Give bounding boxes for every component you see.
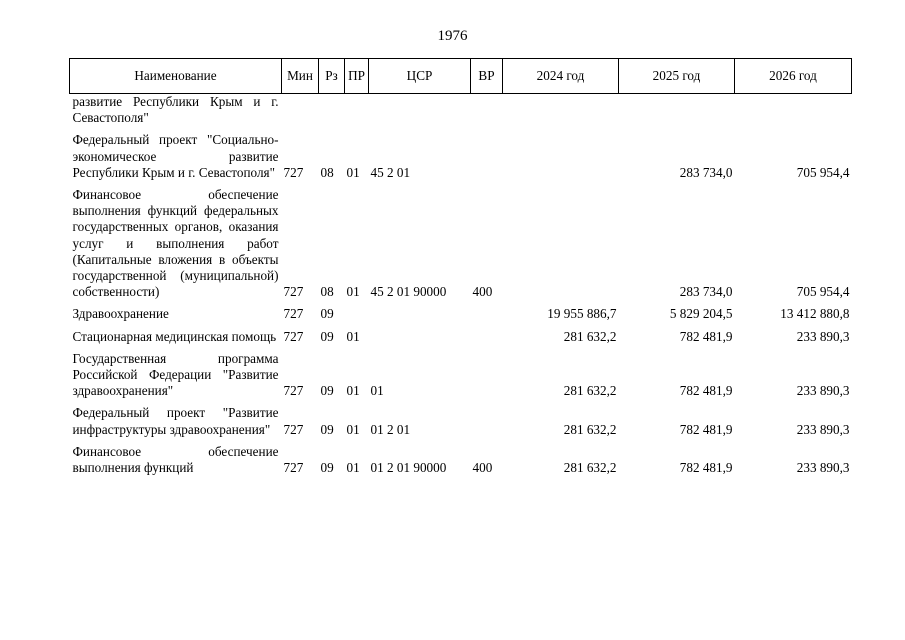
row-name: Стационарная медицинская помощь [72,328,277,344]
row-csr [369,300,471,322]
row-2025: 782 481,9 [679,328,733,344]
row-pr: 01 [346,164,360,180]
row-2026: 705 954,4 [796,164,850,180]
row-2024: 281 632,2 [563,460,617,476]
row-2024 [503,94,619,127]
header-name: Наименование [70,59,282,94]
row-csr: 45 2 01 90000 [370,284,447,300]
table-row [70,94,852,127]
row-pr: 01 [346,284,360,300]
table-row [70,126,852,181]
row-vr [471,323,503,345]
row-2026: 705 954,4 [796,284,850,300]
header-min: Мин [282,59,319,94]
row-csr [369,94,471,127]
header-vr: ВР [471,59,503,94]
header-2024: 2024 год [503,59,619,94]
row-2025: 782 481,9 [679,460,733,476]
row-2026: 13 412 880,8 [780,306,850,322]
row-rz: 09 [320,421,334,437]
row-2025 [619,94,735,127]
header-2025: 2025 год [619,59,735,94]
row-2026: 233 890,3 [796,460,850,476]
row-2024 [503,126,619,181]
row-2024: 281 632,2 [563,383,617,399]
row-2026: 233 890,3 [796,421,850,437]
header-csr: ЦСР [369,59,471,94]
row-min: 727 [283,421,304,437]
table-row [70,181,852,300]
row-rz: 09 [320,306,334,322]
budget-table [69,58,852,476]
row-vr [471,300,503,322]
table-row [70,399,852,437]
row-rz: 09 [320,383,334,399]
table-row [70,438,852,476]
row-min: 727 [283,383,304,399]
row-2025: 283 734,0 [679,284,733,300]
row-csr: 01 [370,383,384,399]
page-number: 1976 [437,28,468,44]
row-csr: 01 2 01 90000 [370,460,447,476]
row-vr [471,399,503,437]
row-min: 727 [283,284,304,300]
row-rz [319,94,345,127]
row-min: 727 [283,164,304,180]
row-2024 [503,181,619,300]
row-csr [369,323,471,345]
row-name: Финансовое обеспечение выполнения функций федеральных государственных органов, оказания услуг и выполнения работ (Капитальные вложения в объекты государственной (муниципальной) собственности) [72,187,279,300]
row-rz: 08 [320,284,334,300]
row-2026: 233 890,3 [796,383,850,399]
row-2025: 283 734,0 [679,164,733,180]
row-rz: 09 [320,460,334,476]
row-2024: 19 955 886,7 [547,306,617,322]
row-rz: 09 [320,328,334,344]
row-name: Финансовое обеспечение выполнения функций [72,443,279,476]
row-2024: 281 632,2 [563,421,617,437]
row-rz: 08 [320,164,334,180]
row-min: 727 [283,460,304,476]
row-pr: 01 [346,328,360,344]
row-vr [471,126,503,181]
table-row [70,345,852,400]
row-pr: 01 [346,383,360,399]
header-pr: ПР [345,59,369,94]
row-pr: 01 [346,460,360,476]
row-name: развитие Республики Крым и г. Севастополя" [72,94,279,126]
row-name: Здравоохранение [72,306,169,322]
row-min [282,94,319,127]
row-vr [471,345,503,400]
table-header [70,59,852,94]
row-pr [345,94,369,127]
row-2025: 782 481,9 [679,421,733,437]
row-vr: 400 [472,460,493,476]
table-row [70,323,852,345]
row-min: 727 [283,328,304,344]
table-row [70,300,852,322]
row-vr: 400 [472,284,493,300]
row-2025: 5 829 204,5 [669,306,733,322]
row-csr: 45 2 01 [370,164,411,180]
row-min: 727 [283,306,304,322]
row-name: Федеральный проект "Социально-экономическое развитие Республики Крым и г. Севастополя" [72,132,279,180]
row-pr: 01 [346,421,360,437]
row-2026 [735,94,852,127]
header-2026: 2026 год [735,59,852,94]
row-csr: 01 2 01 [370,421,411,437]
row-name: Федеральный проект "Развитие инфраструктуры здравоохранения" [72,405,279,437]
header-rz: Рз [319,59,345,94]
row-vr [471,94,503,127]
row-2024: 281 632,2 [563,328,617,344]
row-2025: 782 481,9 [679,383,733,399]
row-name: Государственная программа Российской Федерации "Развитие здравоохранения" [72,350,279,399]
row-pr [345,300,369,322]
row-2026: 233 890,3 [796,328,850,344]
